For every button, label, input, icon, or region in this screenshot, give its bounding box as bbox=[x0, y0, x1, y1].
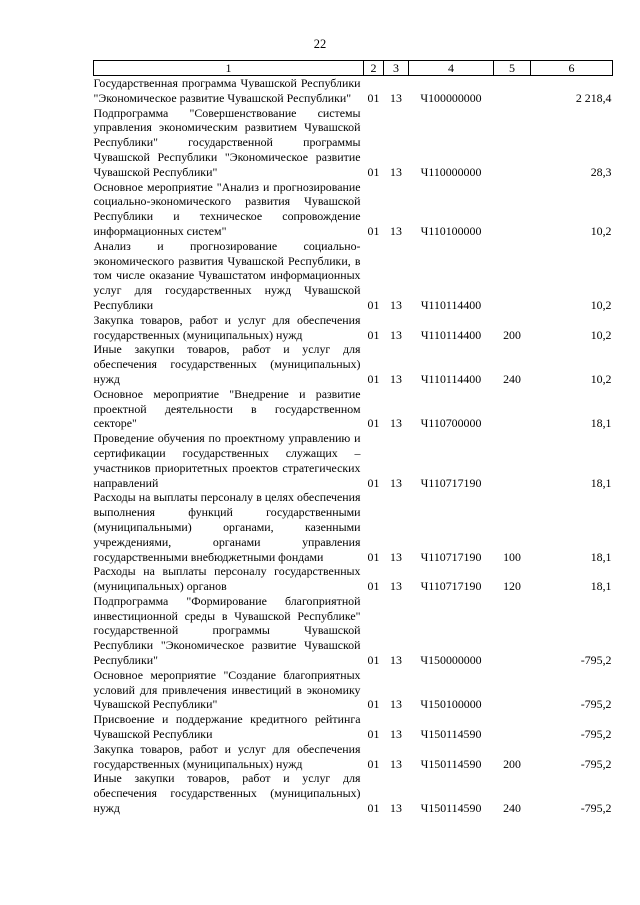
row-target-article: Ч110100000 bbox=[420, 223, 482, 238]
row-target-article: Ч110717190 bbox=[420, 549, 482, 564]
row-subsection: 13 bbox=[390, 697, 402, 712]
row-amount: 18,1 bbox=[590, 579, 612, 594]
row-subsection: 13 bbox=[390, 727, 402, 742]
row-name: Закупка товаров, работ и услуг для обеспечения государственных (муниципальных) нужд bbox=[93, 312, 361, 342]
row-target-article: Ч110114400 bbox=[420, 297, 482, 312]
row-target-article: Ч110114400 bbox=[420, 371, 482, 386]
table-row bbox=[94, 771, 613, 815]
row-name: Государственная программа Чувашской Республики "Экономическое развитие Чувашской Республики" bbox=[93, 76, 361, 105]
header-col-2: 2 bbox=[364, 61, 384, 76]
row-expense-type: 100 bbox=[503, 549, 521, 564]
table-row bbox=[94, 76, 613, 106]
row-section: 01 bbox=[367, 756, 380, 771]
table-row bbox=[94, 712, 613, 742]
table-row bbox=[94, 239, 613, 313]
row-expense-type bbox=[494, 239, 531, 313]
row-section: 01 bbox=[367, 801, 380, 816]
row-section: 01 bbox=[367, 327, 380, 342]
row-amount: -795,2 bbox=[580, 653, 612, 668]
row-name: Проведение обучения по проектному управлению и сертификации государственных служащих – участников приоритетных проектов стратегических направлений bbox=[93, 431, 361, 490]
row-subsection: 13 bbox=[390, 756, 402, 771]
row-expense-type: 200 bbox=[503, 327, 521, 342]
row-subsection: 13 bbox=[390, 549, 402, 564]
budget-table bbox=[93, 60, 613, 816]
row-name: Иные закупки товаров, работ и услуг для обеспечения государственных (муниципальных) нужд bbox=[93, 342, 361, 386]
table-row bbox=[94, 668, 613, 712]
row-expense-type bbox=[494, 76, 531, 106]
row-expense-type: 120 bbox=[503, 579, 521, 594]
row-section: 01 bbox=[367, 475, 380, 490]
header-col-5: 5 bbox=[494, 61, 531, 76]
row-subsection: 13 bbox=[390, 327, 402, 342]
row-subsection: 13 bbox=[390, 223, 402, 238]
row-expense-type bbox=[494, 594, 531, 668]
row-name: Расходы на выплаты персоналу в целях обеспечения выполнения функций государственными (муниципальными) органами, казенными учреждениями, органами управления государственными внебюджетными фондами bbox=[93, 490, 361, 564]
row-target-article: Ч110717190 bbox=[420, 475, 482, 490]
row-amount: 10,2 bbox=[590, 327, 612, 342]
row-name: Подпрограмма "Совершенствование системы управления экономическим развитием Чувашской Республики" государственной программы Чувашской Республики "Экономическое развитие Чувашской Республики" bbox=[93, 105, 361, 179]
row-section: 01 bbox=[367, 164, 380, 179]
row-name: Основное мероприятие "Анализ и прогнозирование социально-экономического развития Чувашской Республики и техническое сопровождение информационных систем" bbox=[93, 179, 361, 238]
row-amount: -795,2 bbox=[580, 756, 612, 771]
row-target-article: Ч150114590 bbox=[420, 801, 482, 816]
row-subsection: 13 bbox=[390, 164, 402, 179]
row-section: 01 bbox=[367, 549, 380, 564]
page-number: 22 bbox=[313, 37, 327, 51]
row-name: Подпрограмма "Формирование благоприятной инвестиционной среды в Чувашской Республике" государственной программы Чувашской Республики "Экономическое развитие Чувашской Республики" bbox=[93, 593, 361, 668]
table-row bbox=[94, 387, 613, 431]
row-subsection: 13 bbox=[390, 371, 402, 386]
row-target-article: Ч110700000 bbox=[420, 416, 482, 431]
table-row bbox=[94, 564, 613, 594]
row-subsection: 13 bbox=[390, 653, 402, 668]
table-row bbox=[94, 313, 613, 343]
row-name: Иные закупки товаров, работ и услуг для обеспечения государственных (муниципальных) нужд bbox=[93, 771, 361, 816]
row-section: 01 bbox=[367, 223, 380, 238]
row-amount: 18,1 bbox=[590, 549, 612, 564]
row-subsection: 13 bbox=[390, 475, 402, 490]
row-target-article: Ч150114590 bbox=[420, 727, 482, 742]
row-section: 01 bbox=[367, 653, 380, 668]
row-section: 01 bbox=[367, 371, 380, 386]
row-amount: -795,2 bbox=[580, 727, 612, 742]
row-name: Анализ и прогнозирование социально-экономического развития Чувашской Республики, в том числе оказание Чувашстатом информационных услуг для государственных нужд Чувашской Республики bbox=[93, 238, 361, 312]
header-col-1: 1 bbox=[94, 61, 364, 76]
table-header-row bbox=[94, 61, 613, 76]
header-col-6: 6 bbox=[531, 61, 613, 76]
row-section: 01 bbox=[367, 697, 380, 712]
row-expense-type bbox=[494, 668, 531, 712]
row-name: Расходы на выплаты персоналу государственных (муниципальных) органов bbox=[93, 564, 361, 594]
row-subsection: 13 bbox=[390, 90, 402, 105]
row-target-article: Ч150100000 bbox=[420, 697, 482, 712]
row-subsection: 13 bbox=[390, 801, 402, 816]
row-name: Основное мероприятие "Создание благоприятных условий для привлечения инвестиций в экономику Чувашской Республики" bbox=[93, 667, 361, 712]
row-amount: 2 218,4 bbox=[575, 90, 612, 105]
table-body bbox=[94, 76, 613, 816]
row-expense-type: 200 bbox=[503, 756, 521, 771]
row-amount: 28,3 bbox=[590, 164, 612, 179]
row-amount: 18,1 bbox=[590, 475, 612, 490]
table-row bbox=[94, 490, 613, 564]
table-row bbox=[94, 106, 613, 180]
table-row bbox=[94, 342, 613, 386]
row-section: 01 bbox=[367, 416, 380, 431]
row-section: 01 bbox=[367, 90, 380, 105]
row-section: 01 bbox=[367, 727, 380, 742]
row-section: 01 bbox=[367, 297, 380, 312]
row-target-article: Ч100000000 bbox=[420, 90, 482, 105]
row-expense-type bbox=[494, 180, 531, 239]
row-target-article: Ч150000000 bbox=[420, 653, 482, 668]
table-row bbox=[94, 431, 613, 490]
header-col-3: 3 bbox=[384, 61, 409, 76]
row-target-article: Ч110717190 bbox=[420, 579, 482, 594]
table-row bbox=[94, 742, 613, 772]
row-amount: 10,2 bbox=[590, 297, 612, 312]
row-subsection: 13 bbox=[390, 416, 402, 431]
row-section: 01 bbox=[367, 579, 380, 594]
header-col-4: 4 bbox=[409, 61, 494, 76]
row-expense-type bbox=[494, 431, 531, 490]
row-name: Закупка товаров, работ и услуг для обеспечения государственных (муниципальных) нужд bbox=[93, 741, 361, 771]
row-target-article: Ч110000000 bbox=[420, 164, 482, 179]
row-subsection: 13 bbox=[390, 579, 402, 594]
row-amount: 10,2 bbox=[590, 223, 612, 238]
row-amount: -795,2 bbox=[580, 801, 612, 816]
row-name: Присвоение и поддержание кредитного рейтинга Чувашской Республики bbox=[93, 712, 361, 742]
row-expense-type bbox=[494, 106, 531, 180]
row-amount: -795,2 bbox=[580, 697, 612, 712]
table-row bbox=[94, 594, 613, 668]
row-expense-type: 240 bbox=[503, 801, 521, 816]
row-expense-type bbox=[494, 387, 531, 431]
row-expense-type bbox=[494, 712, 531, 742]
row-amount: 10,2 bbox=[590, 371, 612, 386]
table-row bbox=[94, 180, 613, 239]
row-target-article: Ч150114590 bbox=[420, 756, 482, 771]
row-target-article: Ч110114400 bbox=[420, 327, 482, 342]
row-subsection: 13 bbox=[390, 297, 402, 312]
row-name: Основное мероприятие "Внедрение и развитие проектной деятельности в государственном секторе" bbox=[93, 386, 361, 431]
row-expense-type: 240 bbox=[503, 371, 521, 386]
row-amount: 18,1 bbox=[590, 416, 612, 431]
